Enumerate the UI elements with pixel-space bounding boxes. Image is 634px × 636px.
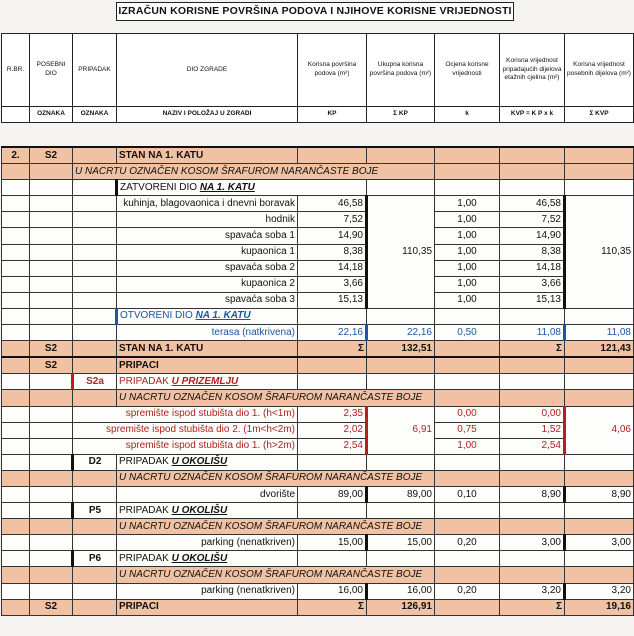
yard-row: dvorište 89,00 89,00 0,10 8,90 8,90 bbox=[2, 486, 634, 502]
storage-row: spremište ispod stubišta dio 2. (1m<h<2m) 2,02 6,91 0,75 1,52 4,06 bbox=[2, 422, 634, 438]
header-kvp-total: Korisna vrijednost posebnih dijelova (m²) bbox=[565, 34, 634, 107]
total-kp-stan: 132,51 bbox=[367, 341, 435, 358]
section-row-stan bbox=[2, 147, 634, 164]
header-sum-kp: Σ KP bbox=[367, 107, 435, 123]
storage-row: spremište ispod stubišta dio 1. (h<1m) 2,35 0,00 0,00 bbox=[2, 406, 634, 422]
header-oznaka-1: OZNAKA bbox=[30, 107, 73, 123]
parking-row: parking (nenatkriven) 16,00 16,00 0,20 3,20 3,20 bbox=[2, 583, 634, 599]
closed-part-row bbox=[2, 180, 634, 196]
header-kp: Korisna površina podova (m²) bbox=[298, 34, 367, 107]
pripadak-s2a-row: S2a PRIPADAK U PRIZEMLJU bbox=[2, 374, 634, 390]
s2a-sum-kvp: 4,06 bbox=[565, 422, 634, 438]
header-dio-zgrade: DIO ZGRADE bbox=[117, 34, 298, 107]
header-pripadak: PRIPADAK bbox=[73, 34, 117, 107]
note-row bbox=[2, 164, 634, 180]
note-row: U NACRTU OZNAČEN KOSOM ŠRAFUROM NARANČASTE BOJE bbox=[2, 390, 634, 406]
s2a-sum-kp: 6,91 bbox=[367, 422, 435, 438]
header-naziv: NAZIV I POLOŽAJ U ZGRADI bbox=[117, 107, 298, 123]
room-row: kupaonica 1 8,38 110,35 1,00 8,38 110,35 bbox=[2, 244, 634, 260]
room-row: spavaća soba 3 15,13 1,00 15,13 bbox=[2, 292, 634, 308]
pripadak-p5-row: P5 PRIPADAK U OKOLIŠU bbox=[2, 503, 634, 519]
total-row-stan: S2 STAN NA 1. KATU Σ 132,51 Σ 121,43 bbox=[2, 341, 634, 358]
header-blank bbox=[2, 107, 30, 123]
header-sum-kvp: Σ KVP bbox=[565, 107, 634, 123]
closed-part-label: ZATVORENI DIO NA 1. KATU bbox=[117, 180, 367, 196]
document-title: IZRAČUN KORISNE POVRŠINA PODOVA I NJIHOVE KORISNE VRIJEDNOSTI bbox=[116, 2, 514, 21]
note-row: U NACRTU OZNAČEN KOSOM ŠRAFUROM NARANČASTE BOJE bbox=[2, 567, 634, 583]
note-text: U NACRTU OZNAČEN KOSOM ŠRAFUROM NARANČASTE BOJE bbox=[73, 164, 435, 180]
header-kp-code: KP bbox=[298, 107, 367, 123]
header-rbr: R.BR. bbox=[2, 34, 30, 107]
section-rbr: 2. bbox=[2, 147, 30, 164]
section-oznaka: S2 bbox=[30, 147, 73, 164]
terrace-row: terasa (natkrivena) 22,16 22,16 0,50 11,08 11,08 bbox=[2, 325, 634, 341]
header-posebni-dio: POSEBNI DIO bbox=[30, 34, 73, 107]
header-oznaka-2: OZNAKA bbox=[73, 107, 117, 123]
total-row-pripaci: S2 PRIPACI Σ 126,91 Σ 19,16 bbox=[2, 599, 634, 615]
header-kvp: Korisna vrijednost pripadajućih dijelova etažnih cjelina (m²) bbox=[500, 34, 565, 107]
header-kvp-formula: KVP = K P x k bbox=[500, 107, 565, 123]
storage-row: spremište ispod stubišta dio 1. (h>2m) 2,54 1,00 2,54 bbox=[2, 438, 634, 454]
area-table bbox=[1, 146, 634, 616]
room-row: spavaća soba 1 14,90 1,00 14,90 bbox=[2, 228, 634, 244]
header-ukupna: Ukupna korisna površina podova (m²) bbox=[367, 34, 435, 107]
closed-sum-kvp: 110,35 bbox=[565, 244, 634, 260]
open-part-row bbox=[2, 308, 634, 324]
closed-sum-kp: 110,35 bbox=[367, 244, 435, 260]
room-row: kuhinja, blagovaonica i dnevni boravak 46,58 1,00 46,58 bbox=[2, 196, 634, 212]
header-ocjena: Ocjena korisne vrijednosti bbox=[435, 34, 500, 107]
total-kvp-pripaci: 19,16 bbox=[565, 599, 634, 615]
note-row: U NACRTU OZNAČEN KOSOM ŠRAFUROM NARANČASTE BOJE bbox=[2, 470, 634, 486]
section-row-pripaci: S2 PRIPACI bbox=[2, 357, 634, 374]
parking-row: parking (nenatkriven) 15,00 15,00 0,20 3,00 3,00 bbox=[2, 535, 634, 551]
room-row: hodnik 7,52 1,00 7,52 bbox=[2, 212, 634, 228]
section-title: STAN NA 1. KATU bbox=[117, 147, 298, 164]
room-row: spavaća soba 2 14,18 1,00 14,18 bbox=[2, 260, 634, 276]
pripadak-p6-row: P6 PRIPADAK U OKOLIŠU bbox=[2, 551, 634, 567]
room-row: kupaonica 2 3,66 1,00 3,66 bbox=[2, 276, 634, 292]
column-header-table bbox=[1, 33, 634, 123]
note-row: U NACRTU OZNAČEN KOSOM ŠRAFUROM NARANČASTE BOJE bbox=[2, 519, 634, 535]
pripadak-d2-row: D2 PRIPADAK U OKOLIŠU bbox=[2, 454, 634, 470]
total-kvp-stan: 121,43 bbox=[565, 341, 634, 358]
header-k: k bbox=[435, 107, 500, 123]
total-kp-pripaci: 126,91 bbox=[367, 599, 435, 615]
open-part-label: OTVORENI DIO NA 1. KATU bbox=[117, 308, 298, 324]
